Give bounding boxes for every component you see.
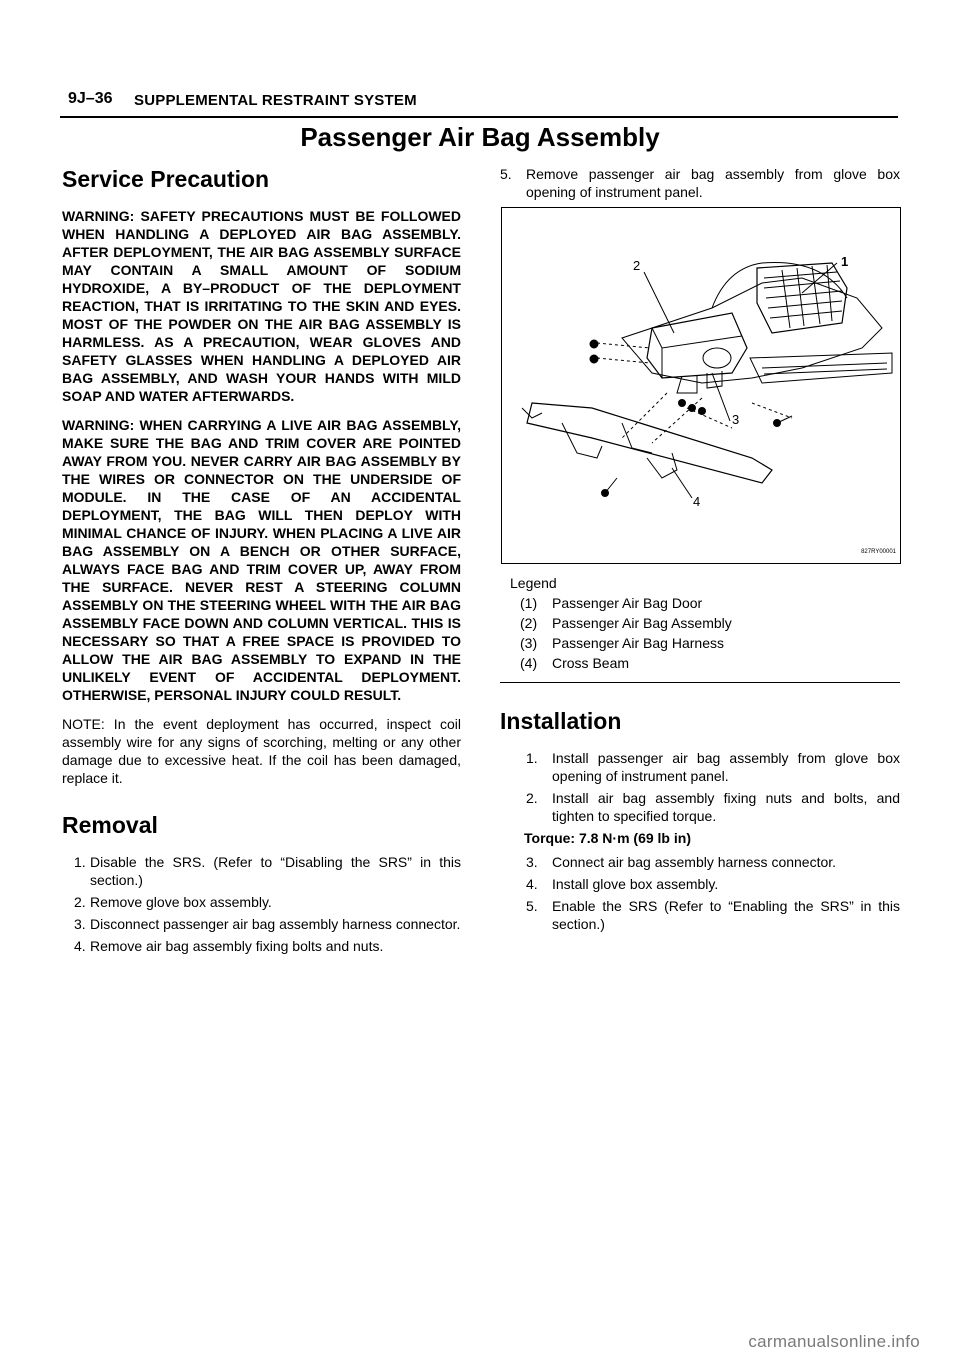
installation-step: 1. Install passenger air bag assembly from glove box opening of instrument panel.	[526, 750, 900, 784]
warning-live-air-bag: WARNING: WHEN CARRYING A LIVE AIR BAG ASSEMBLY, MAKE SURE THE BAG AND TRIM COVER ARE POINTED AWAY FROM YOU. NEVER CARRY AIR BAG ASSEMBLY BY THE WIRES OR CONNECTOR ON THE UNDERSIDE OF MODULE. IN THE CASE OF AN ACCIDENTAL DEPLOYMENT, THE BAG WILL THEN DEPLOY WITH MINIMAL CHANCE OF INJURY. WHEN PLACING A LIVE AIR BAG ASSEMBLY ON A BENCH OR OTHER SURFACE, ALWAYS FACE BAG AND TRIM COVER UP, AWAY FROM THE SURFACE. NEVER REST A STEERING COLUMN ASSEMBLY ON THE STEERING WHEEL WITH THE AIR BAG ASSEMBLY FACE DOWN AND COLUMN VERTICAL. THIS IS NECESSARY SO THAT A FREE SPACE IS PROVIDED TO ALLOW THE AIR BAG ASSEMBLY TO EXPAND IN THE UNLIKELY EVENT OF ACCIDENTAL DEPLOYMENT. OTHERWISE, PERSONAL INJURY COULD RESULT.	[62, 417, 461, 703]
site-watermark: carmanualsonline.info	[748, 1332, 920, 1351]
coil-inspection-note: NOTE: In the event deployment has occurred, inspect coil assembly wire for any signs of scorching, melting or any other damage due to excessive heat. If the coil has been damaged, replace it.	[62, 716, 461, 786]
right-column	[500, 165, 900, 937]
page-header	[60, 88, 898, 118]
installation-step: 5. Enable the SRS (Refer to “Enabling the SRS” in this section.)	[526, 898, 900, 932]
callout-2: 2	[633, 258, 641, 273]
installation-heading: Installation	[500, 708, 622, 734]
removal-step: 2. Remove glove box assembly.	[74, 894, 272, 910]
figure-legend	[510, 574, 900, 672]
legend-title: Legend	[510, 575, 557, 591]
section-divider	[500, 682, 900, 683]
legend-item: (4) Cross Beam	[520, 655, 630, 671]
torque-spec: Torque: 7.8 N·m (69 lb in)	[524, 830, 691, 846]
installation-step: 4. Install glove box assembly.	[526, 876, 719, 892]
legend-item: (1) Passenger Air Bag Door	[520, 595, 703, 611]
installation-step: 3. Connect air bag assembly harness connector.	[526, 854, 837, 870]
installation-steps	[526, 749, 900, 825]
warning-deployed-air-bag: WARNING: SAFETY PRECAUTIONS MUST BE FOLLOWED WHEN HANDLING A DEPLOYED AIR BAG ASSEMBLY. AFTER DEPLOYMENT, THE AIR BAG ASSEMBLY SURFACE MAY CONTAIN A SMALL AMOUNT OF SODIUM HYDROXIDE, A BY–PRODUCT OF THE DEPLOYMENT REACTION, THAT IS IRRITATING TO THE SKIN AND EYES. MOST OF THE POWDER ON THE AIR BAG ASSEMBLY IS HARMLESS. AS A PRECAUTION, WEAR GLOVES AND SAFETY GLASSES WHEN HANDLING A DEPLOYED AIR BAG ASSEMBLY, AND WASH YOUR HANDS WITH MILD SOAP AND WATER AFTERWARDS.	[62, 208, 461, 404]
removal-steps	[62, 853, 461, 955]
legend-item: (3) Passenger Air Bag Harness	[520, 635, 724, 651]
page-number: 9J–36	[68, 90, 113, 107]
installation-steps-continued	[526, 853, 900, 933]
figure-code: 827RY00001	[861, 549, 896, 555]
removal-step: 5. Remove passenger air bag assembly from glove box opening of instrument panel.	[500, 166, 900, 200]
left-column	[62, 165, 461, 959]
callout-4: 4	[693, 494, 701, 509]
legend-item: (2) Passenger Air Bag Assembly	[520, 615, 732, 631]
service-precaution-heading: Service Precaution	[62, 166, 270, 192]
removal-step: 3. Disconnect passenger air bag assembly harness connector.	[74, 916, 461, 932]
page-title: Passenger Air Bag Assembly	[300, 122, 660, 152]
removal-step: 1. Disable the SRS. (Refer to “Disabling the SRS” in this section.)	[74, 854, 461, 888]
section-title: SUPPLEMENTAL RESTRAINT SYSTEM	[134, 92, 417, 109]
callout-1: 1	[841, 254, 849, 269]
installation-step: 2. Install air bag assembly fixing nuts and bolts, and tighten to specified torque.	[526, 790, 900, 824]
air-bag-assembly-figure	[501, 207, 901, 564]
exploded-view-illustration	[502, 208, 900, 563]
removal-step: 4. Remove air bag assembly fixing bolts and nuts.	[74, 938, 384, 954]
callout-3: 3	[732, 412, 740, 427]
removal-heading: Removal	[62, 812, 158, 838]
removal-steps-continued	[500, 165, 900, 201]
